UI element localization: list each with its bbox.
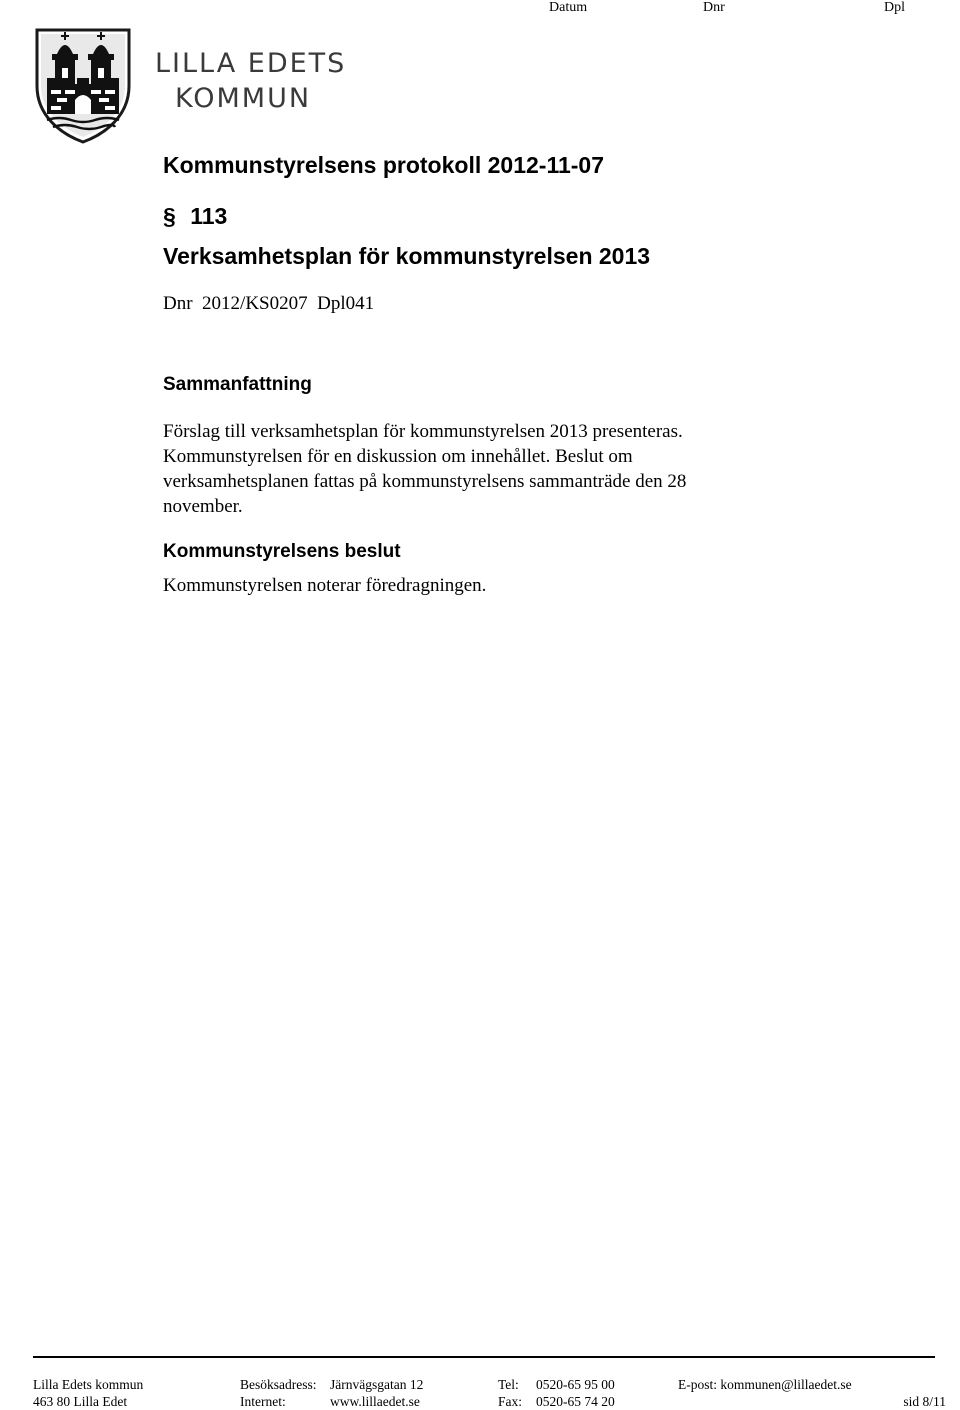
reference-line: Dnr 2012/KS0207 Dpl041 <box>163 293 375 314</box>
footer-tel-value: 0520-65 95 00 <box>536 1377 615 1392</box>
footer-tel-label: Tel: <box>498 1377 519 1392</box>
logo-line-1: LILLA EDETS <box>155 48 347 79</box>
footer-visit-label: Besöksadress: <box>240 1377 317 1392</box>
summary-line: november. <box>163 496 243 517</box>
footer-web-label: Internet: <box>240 1394 286 1409</box>
logo-line-2: KOMMUN <box>175 83 312 114</box>
coat-of-arms-icon <box>35 28 131 144</box>
section-symbol: § <box>163 203 176 229</box>
decision-text: Kommunstyrelsen noterar föredragningen. <box>163 575 487 596</box>
summary-paragraph <box>163 419 686 519</box>
footer-fax-value: 0520-65 74 20 <box>536 1394 615 1409</box>
footer-visit-value: Järnvägsgatan 12 <box>330 1377 424 1392</box>
subject-heading: Verksamhetsplan för kommunstyrelsen 2013 <box>163 243 651 269</box>
footer-web-link[interactable]: www.lillaedet.se <box>330 1394 420 1409</box>
footer-org-name: Lilla Edets kommun <box>33 1377 144 1392</box>
section-heading <box>163 202 227 230</box>
summary-line: Förslag till verksamhetsplan för kommunstyrelsen 2013 presenteras. <box>163 421 683 442</box>
header-datum: Datum <box>549 0 588 15</box>
section-number: 113 <box>190 203 228 229</box>
footer-divider <box>33 1356 935 1358</box>
decision-heading: Kommunstyrelsens beslut <box>163 541 401 562</box>
header-dnr: Dnr <box>703 0 725 15</box>
document-title: Kommunstyrelsens protokoll 2012-11-07 <box>163 152 604 178</box>
footer-postal: 463 80 Lilla Edet <box>33 1394 128 1409</box>
footer-page-number: sid 8/11 <box>903 1394 946 1409</box>
footer-fax-label: Fax: <box>498 1394 523 1409</box>
summary-heading: Sammanfattning <box>163 374 312 395</box>
header-dpl: Dpl <box>884 0 905 15</box>
summary-line: Kommunstyrelsen för en diskussion om innehållet. Beslut om <box>163 446 633 467</box>
summary-line: verksamhetsplanen fattas på kommunstyrelsens sammanträde den 28 <box>163 471 687 492</box>
footer-email-link[interactable]: E-post: kommunen@lillaedet.se <box>678 1377 852 1392</box>
